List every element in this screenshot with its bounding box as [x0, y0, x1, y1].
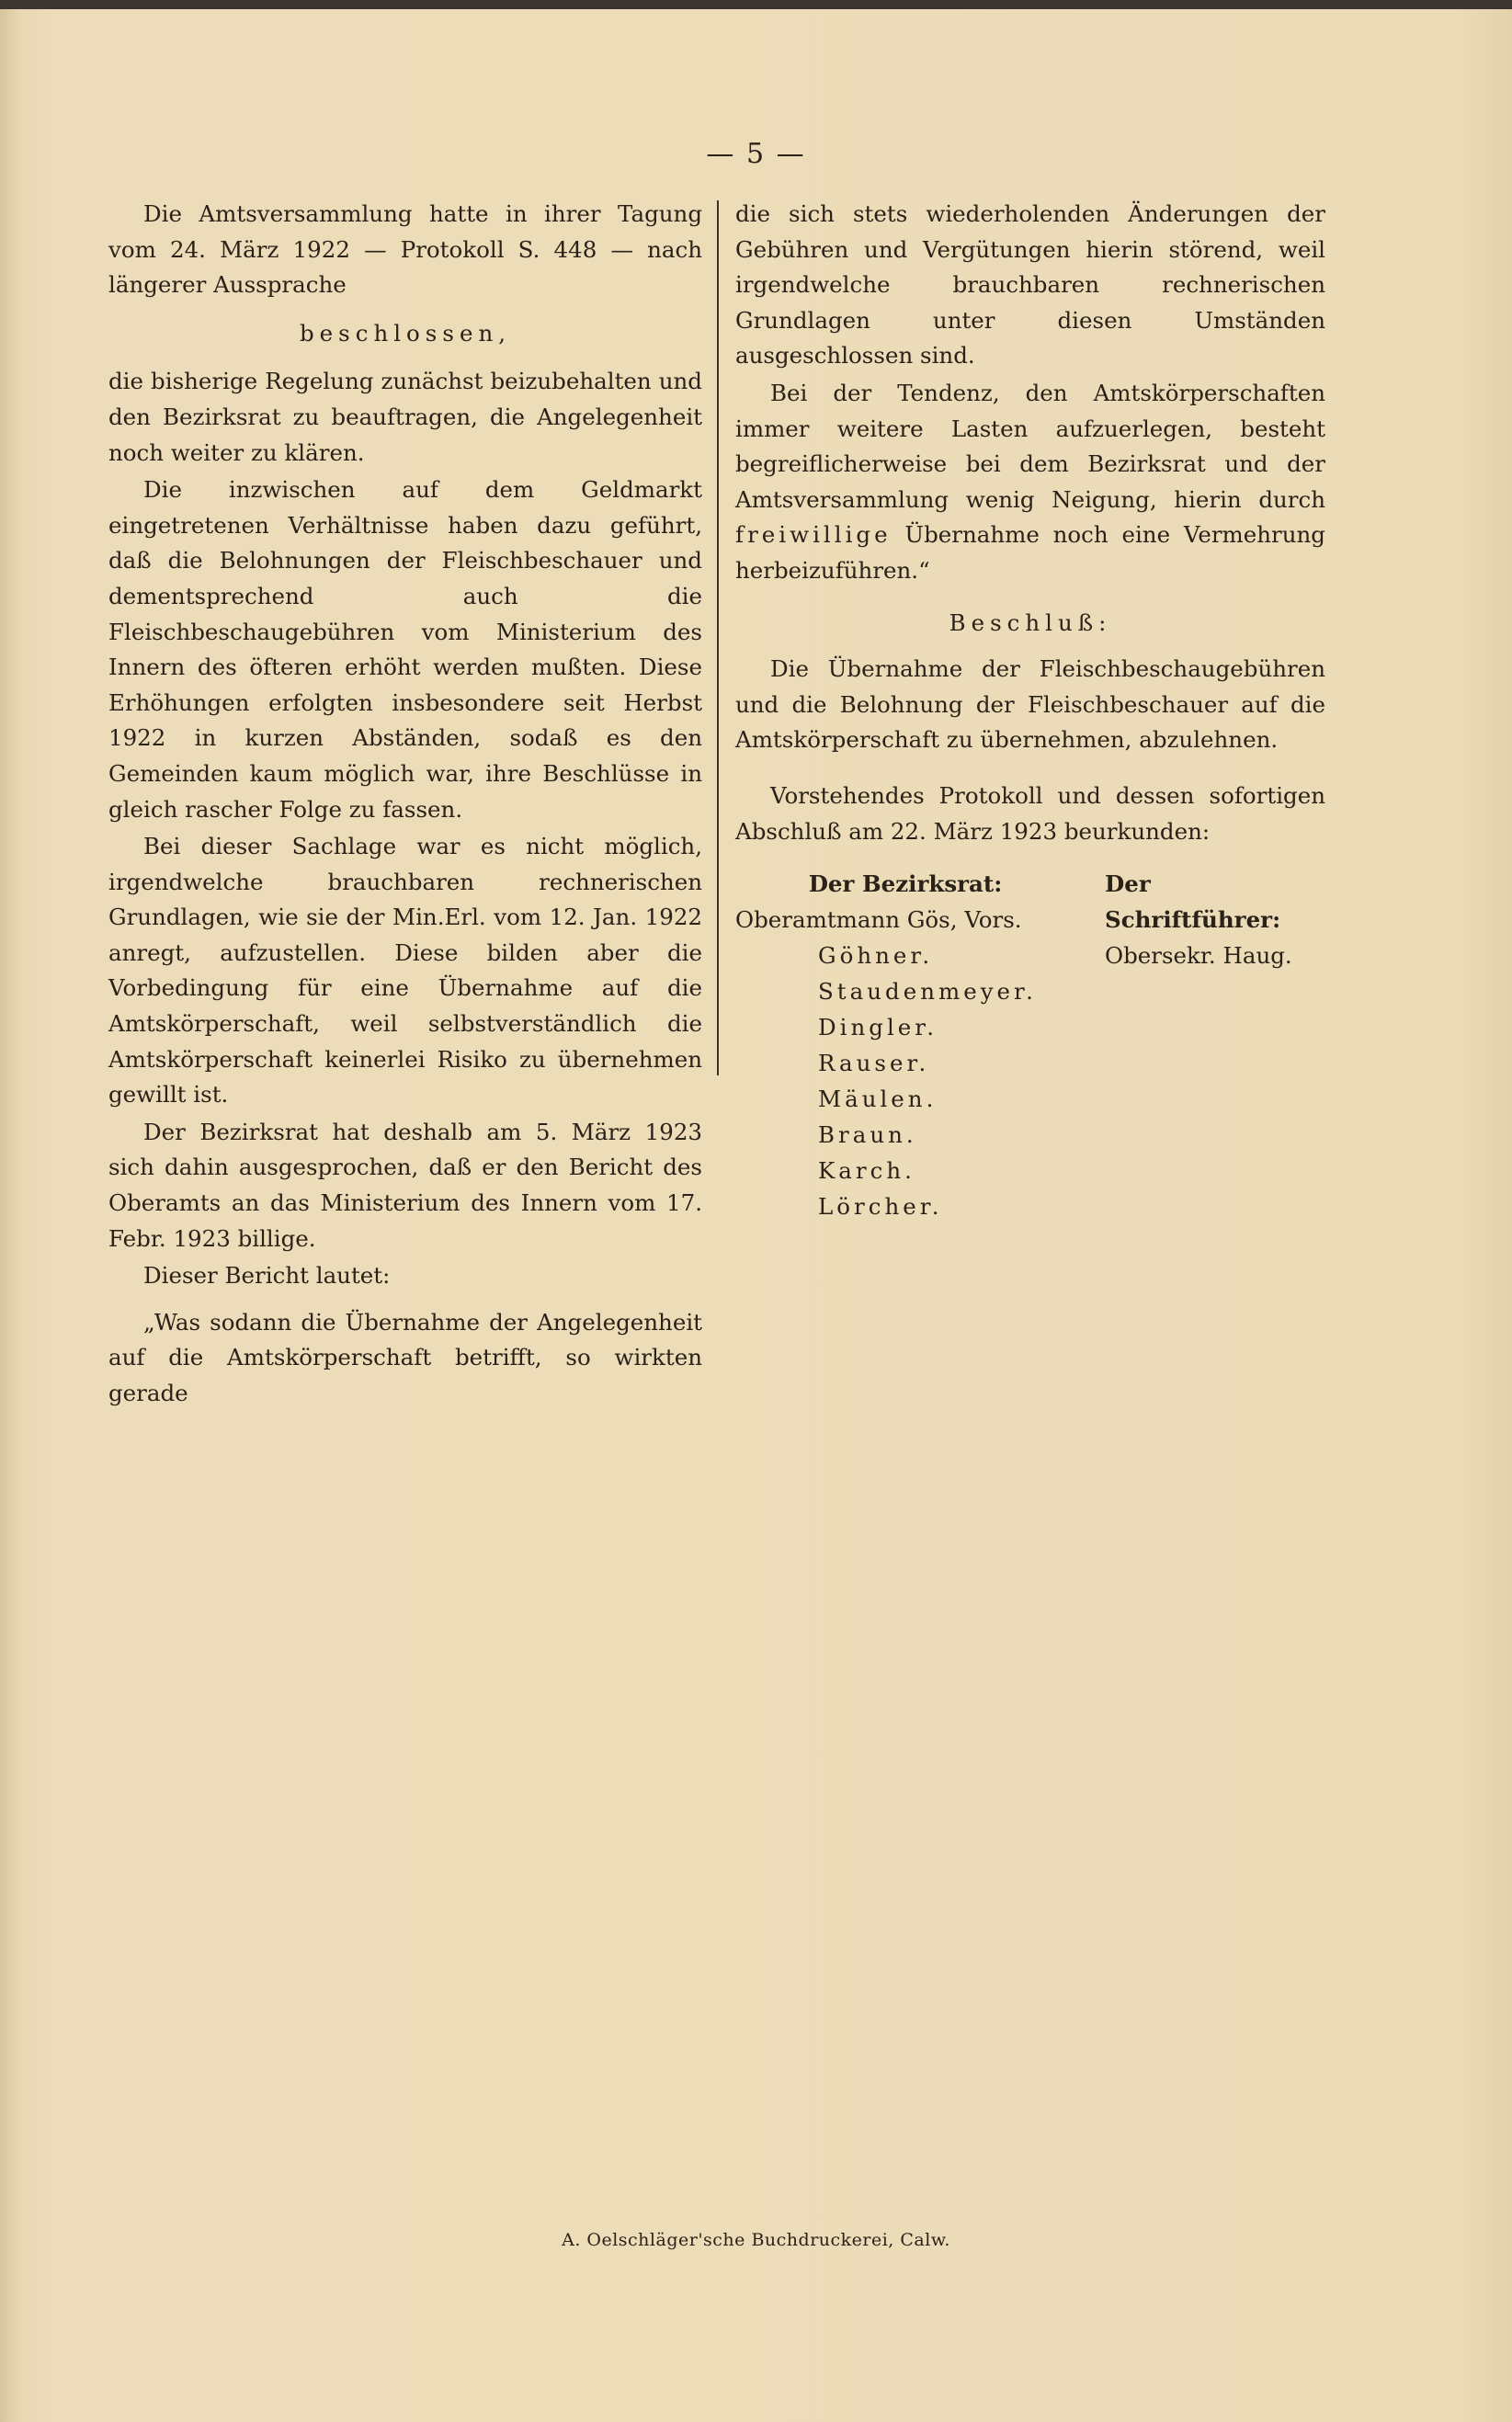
paragraph-r2 [735, 376, 1325, 589]
paragraph-r2-emphasis: freiwillige [735, 521, 892, 549]
paragraph-r3: Die Übernahme der Fleischbeschaugebühren und die Belohnung der Fleischbeschauer auf die Amtskörperschaft zu übernehmen, abzulehnen. [735, 655, 1325, 754]
paragraph-2: die bisherige Regelung zunächst beizubehalten und den Bezirksrat zu beauftragen, die Angelegenheit noch weiter zu klären. [108, 368, 702, 466]
right-column [735, 197, 1325, 1224]
council-member: Rauser. [818, 1050, 930, 1077]
paragraph-5: Der Bezirksrat hat deshalb am 5. März 1923 sich dahin ausgesprochen, daß er den Bericht des Oberamts an das Ministerium des Innern vom 17. Febr. 1923 billige. [108, 1118, 702, 1252]
scan-top-edge [0, 0, 1512, 9]
paragraph-r2-start: Bei der Tendenz, den Amtskörperschaften immer weitere Lasten aufzuerlegen, besteht begreiflicherweise bei dem Bezirksrat und der Amtsversammlung wenig Neigung, hierin durch [735, 379, 1325, 513]
paragraph-7: „Was sodann die Übernahme der Angelegenheit auf die Amtskörperschaft betrifft, so wirkten gerade [108, 1308, 702, 1406]
council-heading: Der Bezirksrat: [808, 870, 1003, 898]
secretary-signature [1105, 866, 1325, 1224]
page-number: — 5 — [706, 138, 806, 170]
paragraph-r2-end: Übernahme noch eine Vermehrung herbeizuführen.“ [735, 521, 1325, 584]
paragraph-r1: die sich stets wiederholenden Änderungen der Gebühren und Vergütungen hierin störend, weil irgendwelche brauchbaren rechnerischen Grundlagen unter diesen Umständen ausgeschlossen sind. [735, 200, 1325, 370]
council-member: Karch. [818, 1157, 915, 1185]
resolution-heading: Beschluß: [949, 608, 1112, 636]
column-divider [717, 200, 719, 1075]
council-chair: Oberamtmann Gös, Vors. [735, 906, 1022, 934]
secretary-heading: Der Schriftführer: [1105, 870, 1281, 934]
council-member: Staudenmeyer. [818, 978, 1037, 1006]
paragraph-r4: Vorstehendes Protokoll und dessen sofortigen Abschluß am 22. März 1923 beurkunden: [735, 781, 1325, 845]
paragraph-3: Die inzwischen auf dem Geldmarkt eingetretenen Verhältnisse haben dazu geführt, daß die Belohnungen der Fleischbeschauer und dementsprechend auch die Fleischbeschaugebühren vom Ministerium des Innern des öfteren erhöht werden mußten. Diese Erhöhungen erfolgten insbesondere seit Herbst 1922 in kurzen Abständen, sodaß es den Gemeinden kaum möglich war, ihre Beschlüsse in gleich rascher Folge zu fassen. [108, 476, 702, 823]
council-member: Dingler. [818, 1014, 938, 1041]
council-member-list [818, 938, 1075, 1224]
council-member: Mäulen. [818, 1086, 938, 1113]
council-signatures [735, 866, 1075, 1224]
council-member: Göhner. [818, 942, 934, 970]
council-member: Lörcher. [818, 1193, 943, 1221]
spacer [735, 760, 1325, 779]
secretary-name: Obersekr. Haug. [1105, 942, 1292, 970]
council-member: Braun. [818, 1121, 917, 1149]
left-column [108, 197, 702, 1414]
printer-imprint: A. Oelschläger'sche Buchdruckerei, Calw. [562, 2230, 950, 2250]
decision-word: beschlossen, [299, 319, 512, 347]
paragraph-1: Die Amtsversammlung hatte in ihrer Tagung vom 24. März 1922 — Protokoll S. 448 — nach längerer Aussprache [108, 200, 702, 299]
paragraph-4: Bei dieser Sachlage war es nicht möglich, irgendwelche brauchbaren rechnerischen Grundlagen, wie sie der Min.Erl. vom 12. Jan. 1922 anregt, aufzustellen. Diese bilden aber die Vorbedingung für eine Übernahme auf die Amtskörperschaft, weil selbstverständlich die Amtskörperschaft keinerlei Risiko zu übernehmen gewillt ist. [108, 833, 702, 1109]
signature-block [735, 866, 1325, 1224]
paragraph-6: Dieser Bericht lautet: [143, 1262, 391, 1290]
